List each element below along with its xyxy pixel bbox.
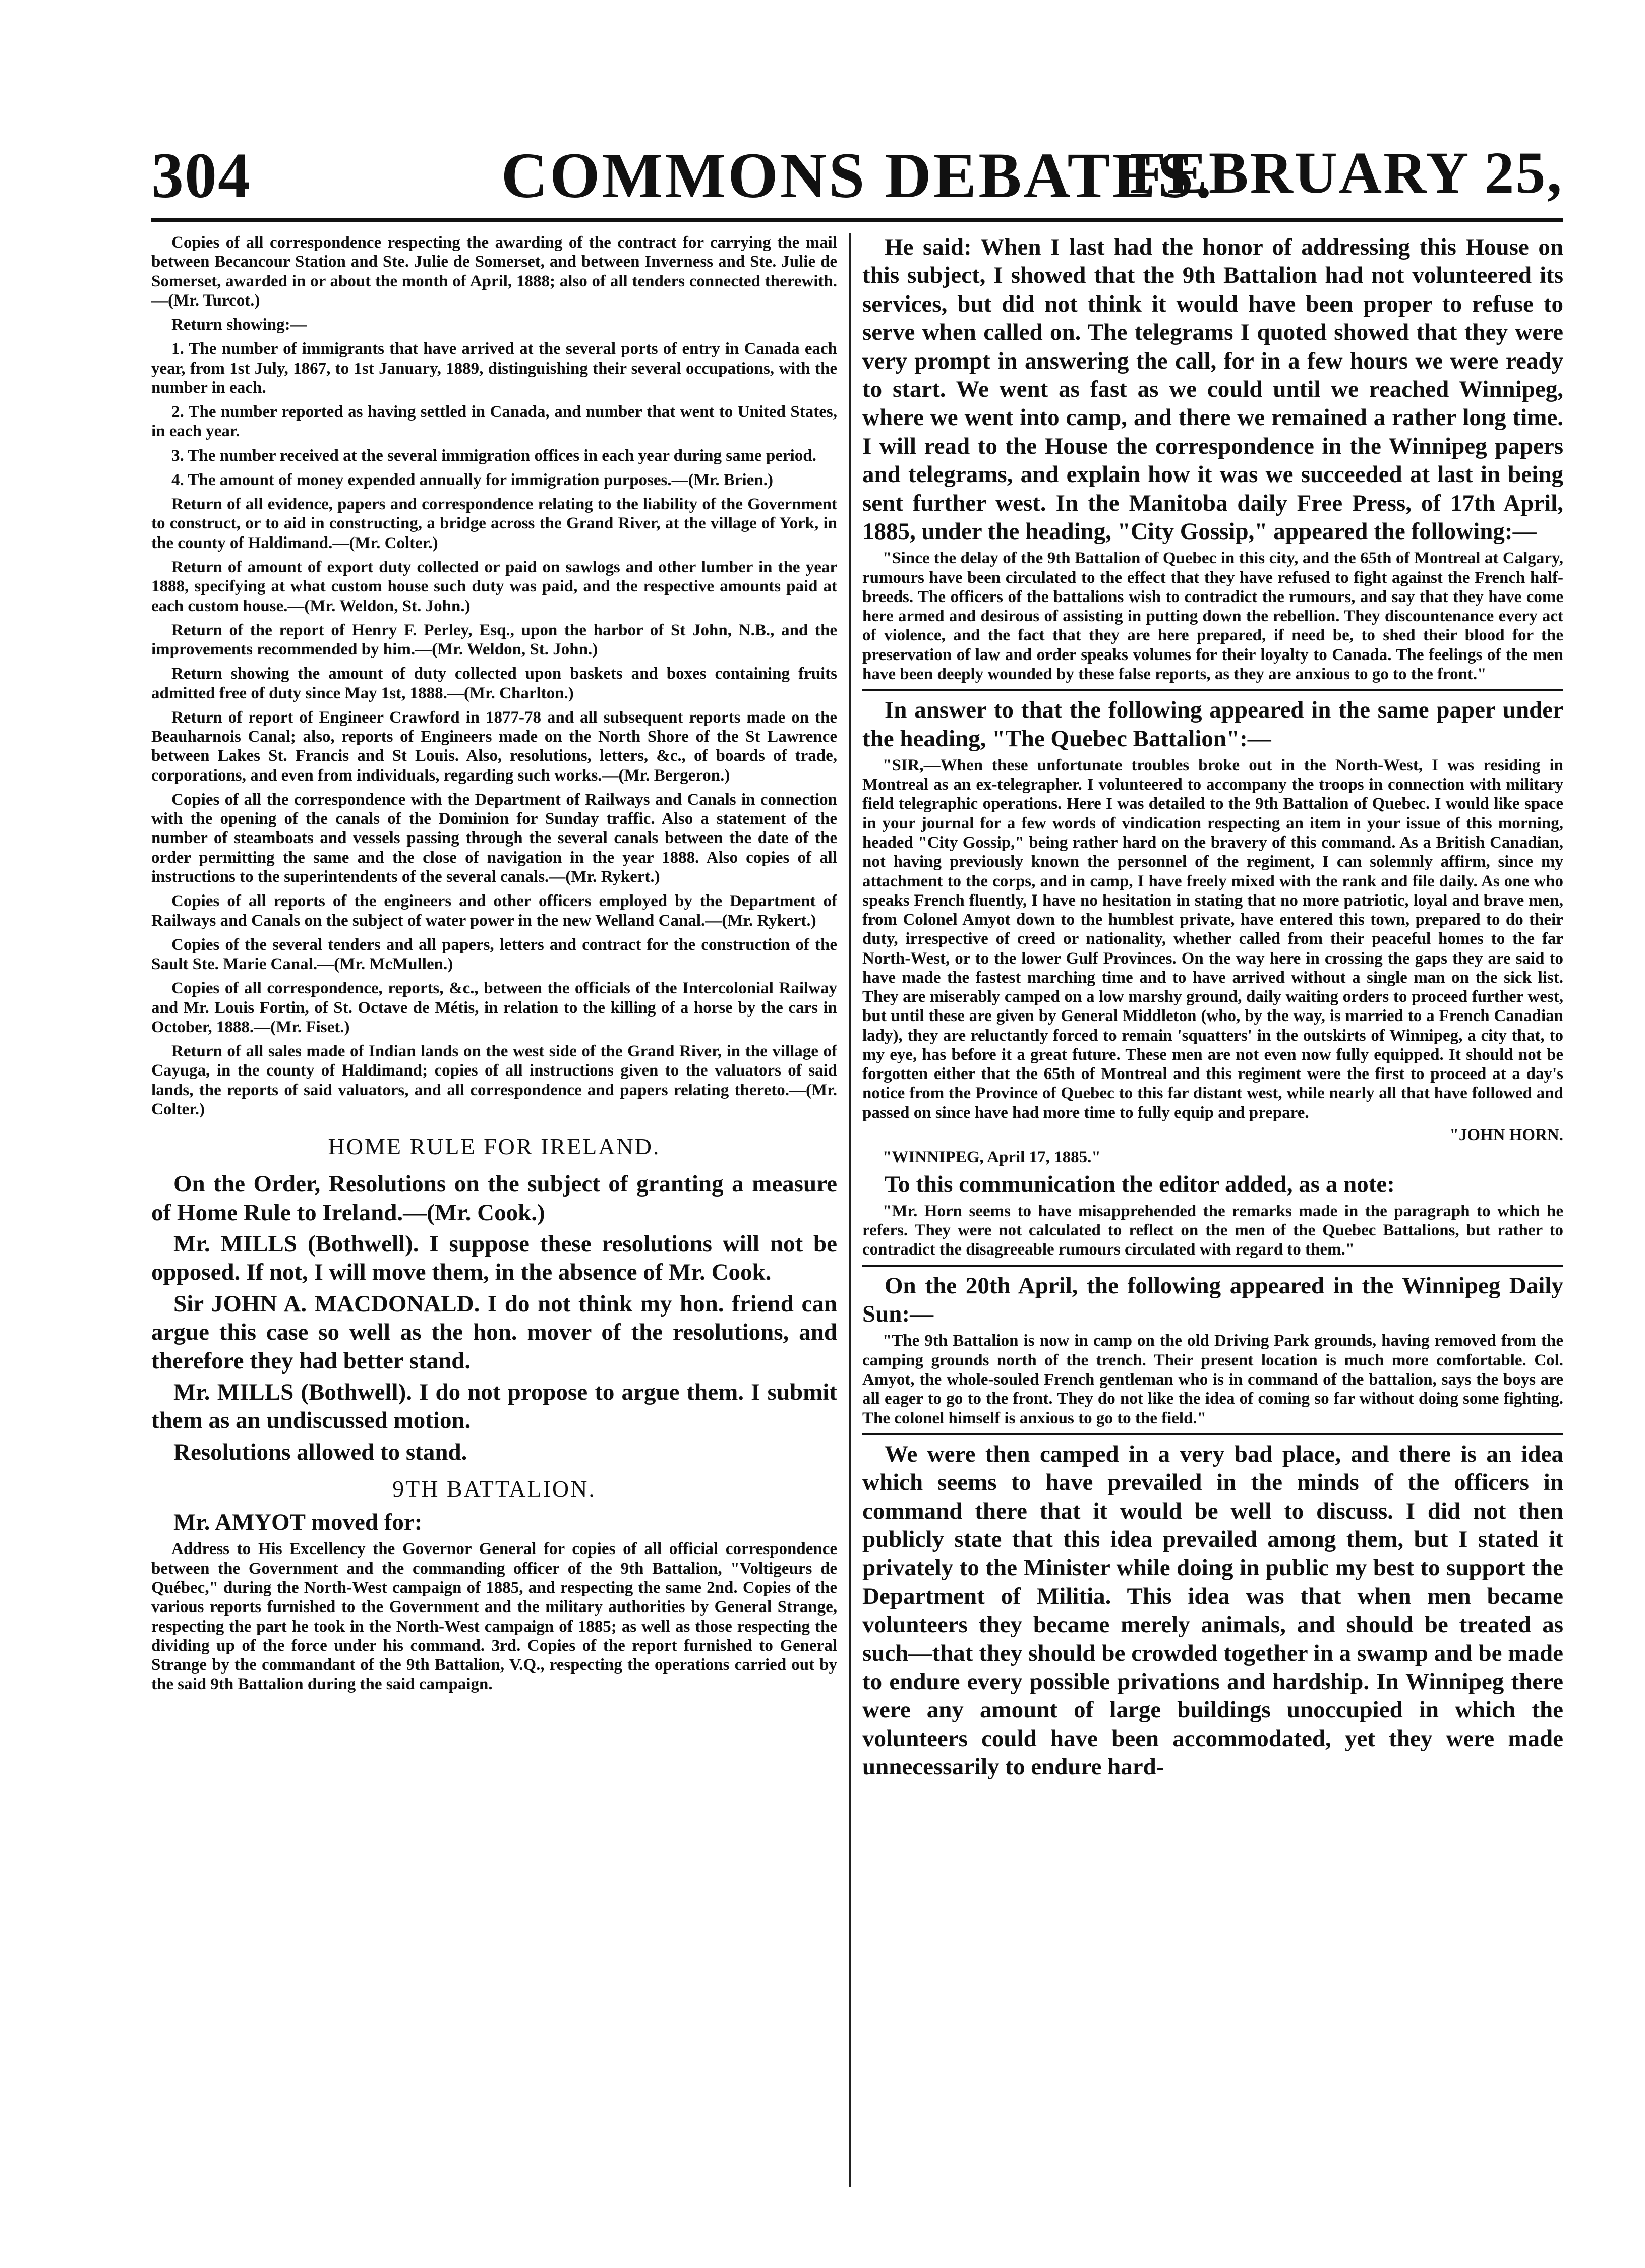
section-heading-home-rule: HOME RULE FOR IRELAND. — [328, 1133, 661, 1160]
motion-paragraph: Copies of all reports of the engineers and other officers employed by the Department of Railways and Canals on the subject of water power in the new Welland Canal.—(Mr. Rykert.) — [151, 892, 837, 930]
section-rule — [862, 689, 1563, 691]
speech-paragraph: On the Order, Resolutions on the subject of granting a measure of Home Rule to Ireland.—(Mr. Cook.) — [151, 1171, 837, 1226]
motion-paragraph: 1. The number of immigrants that have arrived at the several ports of entry in Canada each year, from 1st July, 1867, to 1st January, 1889, distinguishing their several occupations, with the number in each. — [151, 340, 837, 397]
motion-paragraph: Return of the report of Henry F. Perley, Esq., upon the harbor of St John, N.B., and the improvements recommended by him.—(Mr. Weldon, St. John.) — [151, 621, 837, 659]
page-header — [151, 139, 1563, 214]
motion-paragraph: Return of all sales made of Indian lands on the west side of the Grand River, in the village of Cayuga, in the county of Haldimand; copies of all instructions given to the valuators of said lands, the reports of said valuators, and all correspondence and papers relating thereto.—(Mr. Colter.) — [151, 1042, 837, 1118]
speech-paragraph: Sir JOHN A. MACDONALD. I do not think my hon. friend can argue this case so well as the hon. mover of the resolutions, and therefore they had better stand. — [151, 1290, 837, 1374]
speech-paragraph: He said: When I last had the honor of addressing this House on this subject, I showed that the 9th Battalion had not volunteered its services, but did not think it would have been proper to refuse to serve when called on. The telegrams I quoted showed that they were very prompt in answering the call, for in a few hours we were ready to start. We went as fast as we could until we reached Winnipeg, where we went into camp, and there we remained a rather long time. I will read to the House the correspondence in the Winnipeg papers and telegrams, and explain how it was we succeeded at last in being sent further west. In the Manitoba daily Free Press, of 17th April, 1885, under the heading, "City Gossip," appeared the following:— — [862, 234, 1563, 545]
letter-dateline: "WINNIPEG, April 17, 1885." — [883, 1148, 1101, 1167]
motion-paragraph: Return showing the amount of duty collected upon baskets and boxes containing fruits admitted free of duty since May 1st, 1888.—(Mr. Charlton.) — [151, 665, 837, 702]
motion-paragraph: 3. The number received at the several immigration offices in each year during same period. — [171, 446, 816, 465]
speech-paragraph: We were then camped in a very bad place, and there is an idea which seems to have prevailed in the minds of the officers in command there that it would be well to discuss. I did not then publicly state that this idea prevailed among them, but I stated it privately to the Minister while doing in public my best to support the Department of Militia. This idea was that when men became volunteers they became merely animals, and should be treated as such—that they should be crowded together in a swamp and be made to endure every possible privations and hardship. In Winnipeg there were any amount of large buildings unoccupied in which the volunteers could have been accommodated, yet they were made unnecessarily to endure hard- — [862, 1441, 1563, 1780]
column-divider — [849, 233, 851, 2187]
speech-paragraph: Mr. MILLS (Bothwell). I suppose these resolutions will not be opposed. If not, I will move them, in the absence of Mr. Cook. — [151, 1230, 837, 1286]
motion-paragraph: Address to His Excellency the Governor General for copies of all official correspondence between the Government and the commanding officer of the 9th Battalion, "Voltigeurs de Québec," during the North-West campaign of 1885, and respecting the same 2nd. Copies of the various reports furnished to the Government and the military authorities by General Strange, respecting the part he took in the North-West campaign of 1885; as well as those respecting the dividing up of the force under his command. 3rd. Copies of the report furnished to General Strange by the commandant of the 9th Battalion, V.Q., respecting the operations carried out by the said 9th Battalion during the said campaign. — [151, 1540, 837, 1694]
motion-paragraph: Copies of all correspondence, reports, &c., between the officials of the Intercolonial Railway and Mr. Louis Fortin, of St. Octave de Métis, in relation to the killing of a horse by the cars in October, 1888.—(Mr. Fiset.) — [151, 979, 837, 1036]
quoted-note: "Mr. Horn seems to have misapprehended the remarks made in the paragraph to which he refers. They were not calculated to reflect on the men of the Quebec Battalions, but rather to contradict the disagreeable rumours circulated with regard to them." — [862, 1202, 1563, 1259]
speech-paragraph: On the 20th April, the following appeared in the Winnipeg Daily Sun:— — [862, 1272, 1563, 1328]
quoted-article: "Since the delay of the 9th Battalion of Quebec in this city, and the 65th of Montreal at Calgary, rumours have been circulated to the effect that they have refused to fight against the French half-breeds. The officers of the battalions wish to contradict the rumours, and say that they have come here armed and desirous of assisting in putting down the rebellion. They discountenance every act of violence, and the fact that they are here prepared, if need be, to shed their blood for the preservation of law and order speaks volumes for their loyalty to Canada. The feelings of the men have been deeply wounded by these false reports, as they are anxious to go to the front." — [862, 549, 1563, 683]
header-date: FEBRUARY 25, — [1129, 140, 1563, 206]
motion-paragraph: Return of report of Engineer Crawford in 1877-78 and all subsequent reports made on the Beauharnois Canal; also, reports of Engineers made on the North Shore of the St Lawrence between Lakes St. Francis and St Louis. Also, resolutions, letters, &c., of boards of trade, corporations, and even from individuals, regarding such works.—(Mr. Bergeron.) — [151, 708, 837, 785]
motion-paragraph: Return of amount of export duty collected or paid on sawlogs and other lumber in the year 1888, specifying at what custom house such duty was paid, and the respective amounts paid at each custom house.—(Mr. Weldon, St. John.) — [151, 558, 837, 615]
section-rule — [862, 1433, 1563, 1435]
section-heading-9th-battalion: 9TH BATTALION. — [392, 1476, 596, 1502]
page-number: 304 — [151, 140, 251, 211]
section-rule — [862, 1265, 1563, 1267]
motion-paragraph: 2. The number reported as having settled in Canada, and number that went to United States, in each year. — [151, 403, 837, 441]
quoted-article: "The 9th Battalion is now in camp on the old Driving Park grounds, having removed from the camping grounds north of the trench. Their present location is much more comfortable. Col. Amyot, the whole-souled French gentleman who is in command of the battalion, says the boys are all eager to go to the front. They do not like the idea of coming so far without doing some fighting. The colonel himself is anxious to go to the field." — [862, 1332, 1563, 1427]
speech-paragraph: To this communication the editor added, as a note: — [885, 1171, 1395, 1198]
motion-paragraph: Copies of all correspondence respecting the awarding of the contract for carrying the mail between Becancour Station and Ste. Julie de Somerset, and between Inverness and Ste. Julie de Somerset, awarded in or about the month of April, 1888; also of all tenders connected therewith.—(Mr. Turcot.) — [151, 233, 837, 310]
motion-paragraph: Return of all evidence, papers and correspondence relating to the liability of the Government to construct, or to aid in constructing, a bridge across the Grand River, at the village of York, in the county of Haldimand.—(Mr. Colter.) — [151, 495, 837, 552]
speech-paragraph: In answer to that the following appeared in the same paper under the heading, "The Quebec Battalion":— — [862, 697, 1563, 752]
speech-paragraph: Mr. AMYOT moved for: — [173, 1509, 423, 1536]
publication-title: COMMONS DEBATES. — [501, 140, 1214, 211]
motion-paragraph: Copies of all the correspondence with the Department of Railways and Canals in connection with the opening of the canals of the Dominion for Sunday traffic. Also a statement of the number of steamboats and vessels passing through the several canals between the date of the order permitting the same and the close of navigation in the year 1888. Also copies of all instructions to the superintendents of the several canals.—(Mr. Rykert.) — [151, 790, 837, 886]
header-rule — [151, 218, 1563, 222]
speech-paragraph: Mr. MILLS (Bothwell). I do not propose to argue them. I submit them as an undiscussed motion. — [151, 1379, 837, 1434]
right-column — [862, 233, 1563, 2187]
left-column — [151, 233, 837, 2187]
quoted-letter: "SIR,—When these unfortunate troubles broke out in the North-West, I was residing in Montreal as an ex-telegrapher. I volunteered to accompany the troops in connection with military field telegraphic operations. Here I was detailed to the 9th Battalion of Quebec. I would like space in your journal for a few words of vindication respecting an item in your issue of this morning, headed "City Gossip," being rather hard on the bravery of this command. As a British Canadian, not having previously known the personnel of the regiment, I can solemnly affirm, since my attachment to the corps, and in camp, I have freely mixed with the rank and file daily. As one who speaks French fluently, I have no hesitation in stating that no more patriotic, loyal and brave men, from Colonel Amyot down to the humblest private, have entered this town, prepared to do their duty, irrespective of creed or nationality, whether called from their peaceful homes to the far North-West, or to the lower Gulf Provinces. On the way here in crossing the gaps they are said to have made the fastest marching time and to have arrived without a single man on the sick list. They are miserably camped on a low marshy ground, daily waiting orders to proceed further west, but until these are given by General Middleton (who, by the way, is married to a French Canadian lady), they are reluctantly forced to remain 'squatters' in the outskirts of Winnipeg, a city that, to my eye, has before it a great future. These men are not even now fully equipped. It should not be forgotten either that the 65th of Montreal and this regiment were the first to proceed at a day's notice from the Province of Quebec to this far distant west, while nearly all that have followed and passed on since have had more time to fully equip and prepare. — [862, 756, 1563, 1122]
letter-signature: "JOHN HORN. — [1449, 1125, 1563, 1144]
motion-paragraph: Copies of the several tenders and all papers, letters and contract for the construction of the Sault Ste. Marie Canal.—(Mr. McMullen.) — [151, 935, 837, 974]
motion-paragraph: Return showing:— — [171, 316, 307, 334]
motion-paragraph: 4. The amount of money expended annually for immigration purposes.—(Mr. Brien.) — [171, 470, 773, 489]
speech-paragraph: Resolutions allowed to stand. — [173, 1439, 467, 1465]
